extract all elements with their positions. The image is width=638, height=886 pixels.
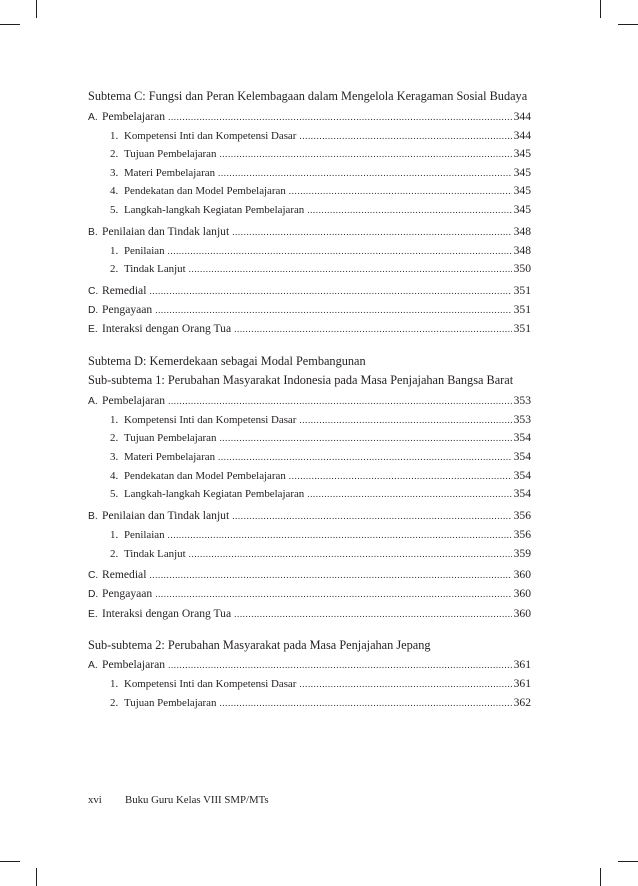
entry-label: Penilaian (124, 528, 165, 541)
toc-subentry (88, 528, 531, 547)
crop-mark (36, 868, 37, 886)
entry-letter: B. (88, 226, 98, 238)
dot-leader (289, 469, 512, 479)
toc-subentry (88, 487, 531, 506)
entry-page-number: 353 (513, 412, 531, 426)
entry-label: Materi Pembelajaran (124, 166, 216, 179)
entry-page-number: 351 (513, 284, 531, 298)
entry-letter: A. (88, 111, 98, 123)
subtema-d-heading: Subtema D: Kemerdekaan sebagai Modal Pembangunan (88, 353, 366, 368)
toc-subentry (88, 677, 531, 696)
entry-label: Langkah-langkah Kegiatan Pembelajaran (124, 204, 305, 217)
page-footer (88, 794, 269, 806)
entry-letter: D. (88, 305, 99, 317)
entry-label: Langkah-langkah Kegiatan Pembelajaran (124, 488, 305, 501)
entry-label: Penilaian (124, 244, 165, 257)
toc-section-entry (88, 509, 531, 528)
entry-label: Interaksi dengan Orang Tua (102, 322, 232, 336)
entry-label: Tujuan Pembelajaran (124, 696, 217, 709)
entry-number: 2. (110, 432, 119, 445)
entry-number: 2. (110, 148, 119, 161)
entry-letter: E. (88, 608, 98, 620)
entry-page-number: 360 (513, 587, 531, 601)
toc-section-entry (88, 303, 531, 322)
dot-leader (155, 587, 511, 597)
entry-number: 4. (110, 185, 119, 198)
entry-page-number: 361 (513, 658, 531, 672)
dot-leader (189, 547, 512, 557)
toc-subentry (88, 203, 531, 222)
entry-label: Tujuan Pembelajaran (124, 148, 217, 161)
footer-book-title: Buku Guru Kelas VIII SMP/MTs (125, 794, 269, 806)
toc-section-entry (88, 110, 531, 129)
toc-subentry (88, 244, 531, 263)
toc-section-c (88, 110, 531, 342)
entry-page-number: 344 (513, 109, 531, 123)
crop-mark (0, 861, 20, 862)
entry-page-number: 360 (513, 606, 531, 620)
entry-letter: E. (88, 324, 98, 336)
entry-label: Pembelajaran (102, 658, 166, 672)
entry-letter: C. (88, 286, 99, 298)
dot-leader (149, 568, 511, 578)
dot-leader (307, 487, 511, 497)
entry-label: Materi Pembelajaran (124, 450, 216, 463)
toc-subentry (88, 696, 531, 715)
entry-page-number: 345 (513, 147, 531, 161)
crop-mark (618, 24, 638, 25)
entry-number: 2. (110, 547, 119, 560)
subsubtema-2-heading: Sub-subtema 2: Perubahan Masyarakat pada Masa Penjajahan Jepang (88, 637, 431, 652)
entry-letter: A. (88, 395, 98, 407)
entry-page-number: 345 (513, 184, 531, 198)
table-of-contents (88, 87, 531, 715)
entry-page-number: 353 (513, 393, 531, 407)
entry-page-number: 348 (513, 224, 531, 238)
entry-number: 1. (110, 129, 119, 142)
dot-leader (168, 394, 512, 404)
dot-leader (232, 509, 511, 519)
toc-subentry (88, 129, 531, 148)
entry-page-number: 360 (513, 568, 531, 582)
entry-number: 2. (110, 263, 119, 276)
entry-number: 1. (110, 244, 119, 257)
toc-section-entry (88, 607, 531, 626)
dot-leader (232, 225, 511, 235)
toc-subentry (88, 184, 531, 203)
toc-section-entry (88, 658, 531, 677)
subsubtema-1-heading: Sub-subtema 1: Perubahan Masyarakat Indonesia pada Masa Penjajahan Bangsa Barat (88, 373, 514, 388)
dot-leader (234, 322, 511, 332)
entry-label: Pendekatan dan Model Pembelajaran (124, 469, 286, 482)
entry-page-number: 354 (513, 431, 531, 445)
entry-number: 4. (110, 469, 119, 482)
toc-subentry (88, 431, 531, 450)
entry-number: 3. (110, 166, 119, 179)
entry-page-number: 362 (513, 695, 531, 709)
entry-label: Remedial (102, 284, 147, 298)
entry-label: Penilaian dan Tindak lanjut (102, 224, 230, 238)
entry-page-number: 356 (513, 527, 531, 541)
dot-leader (149, 284, 511, 294)
dot-leader (168, 658, 512, 668)
toc-subentry (88, 166, 531, 185)
entry-page-number: 359 (513, 546, 531, 560)
entry-number: 5. (110, 488, 119, 501)
entry-label: Kompetensi Inti dan Kompetensi Dasar (124, 413, 297, 426)
entry-page-number: 354 (513, 449, 531, 463)
crop-mark (600, 0, 601, 18)
entry-label: Kompetensi Inti dan Kompetensi Dasar (124, 129, 297, 142)
toc-subentry (88, 413, 531, 432)
entry-letter: A. (88, 660, 98, 672)
entry-label: Kompetensi Inti dan Kompetensi Dasar (124, 678, 297, 691)
entry-letter: B. (88, 510, 98, 522)
dot-leader (234, 607, 511, 617)
entry-label: Pengayaan (102, 303, 153, 317)
toc-subentry (88, 450, 531, 469)
entry-number: 3. (110, 450, 119, 463)
toc-subentry (88, 469, 531, 488)
crop-mark (618, 861, 638, 862)
entry-label: Interaksi dengan Orang Tua (102, 606, 232, 620)
dot-leader (219, 431, 511, 441)
toc-section-entry (88, 225, 531, 244)
toc-section-entry (88, 284, 531, 303)
entry-label: Remedial (102, 568, 147, 582)
dot-leader (219, 696, 511, 706)
entry-label: Pembelajaran (102, 109, 166, 123)
entry-page-number: 348 (513, 243, 531, 257)
dot-leader (307, 203, 511, 213)
entry-number: 1. (110, 413, 119, 426)
entry-page-number: 345 (513, 165, 531, 179)
entry-page-number: 350 (513, 262, 531, 276)
entry-page-number: 351 (513, 303, 531, 317)
entry-number: 1. (110, 678, 119, 691)
entry-letter: C. (88, 570, 99, 582)
toc-subentry (88, 262, 531, 281)
entry-label: Tindak Lanjut (124, 547, 186, 560)
dot-leader (218, 166, 512, 176)
dot-leader (168, 528, 512, 538)
entry-page-number: 356 (513, 508, 531, 522)
footer-page-number: xvi (88, 794, 102, 806)
entry-label: Tindak Lanjut (124, 263, 186, 276)
entry-page-number: 345 (513, 203, 531, 217)
toc-section-entry (88, 394, 531, 413)
toc-subentry (88, 547, 531, 566)
crop-mark (0, 24, 20, 25)
entry-letter: D. (88, 589, 99, 601)
entry-label: Pembelajaran (102, 393, 166, 407)
toc-section-entry (88, 568, 531, 587)
entry-label: Pendekatan dan Model Pembelajaran (124, 185, 286, 198)
dot-leader (299, 129, 511, 139)
entry-number: 2. (110, 696, 119, 709)
toc-section-d2 (88, 658, 531, 714)
subtema-c-heading: Subtema C: Fungsi dan Peran Kelembagaan dalam Mengelola Keragaman Sosial Budaya (88, 89, 528, 103)
dot-leader (299, 677, 511, 687)
toc-section-entry (88, 322, 531, 341)
dot-leader (299, 413, 511, 423)
entry-page-number: 361 (513, 677, 531, 691)
toc-subentry (88, 147, 531, 166)
toc-section-d1 (88, 394, 531, 626)
entry-label: Pengayaan (102, 587, 153, 601)
entry-page-number: 351 (513, 322, 531, 336)
entry-label: Penilaian dan Tindak lanjut (102, 508, 230, 522)
entry-page-number: 344 (513, 128, 531, 142)
dot-leader (218, 450, 512, 460)
crop-mark (600, 868, 601, 886)
toc-section-entry (88, 587, 531, 606)
entry-number: 1. (110, 528, 119, 541)
dot-leader (219, 147, 511, 157)
dot-leader (155, 303, 511, 313)
dot-leader (168, 244, 512, 254)
dot-leader (168, 110, 512, 120)
entry-page-number: 354 (513, 487, 531, 501)
entry-page-number: 354 (513, 468, 531, 482)
dot-leader (189, 262, 512, 272)
crop-mark (36, 0, 37, 18)
entry-number: 5. (110, 204, 119, 217)
entry-label: Tujuan Pembelajaran (124, 432, 217, 445)
dot-leader (289, 184, 512, 194)
